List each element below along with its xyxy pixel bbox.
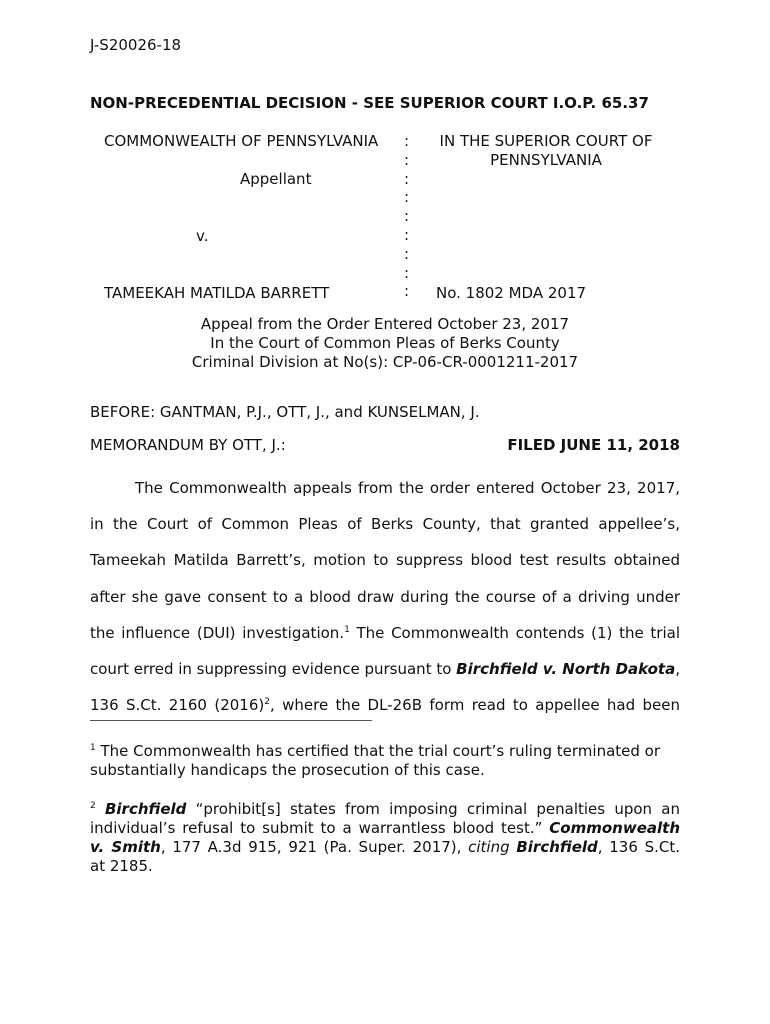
caption-colon: : xyxy=(404,225,410,244)
case-citation: Birchfield v. North Dakota xyxy=(456,660,676,679)
filed-date: FILED JUNE 11, 2018 xyxy=(507,436,680,454)
opinion-body xyxy=(90,470,680,723)
caption-colon: : xyxy=(404,188,410,207)
footnote-line: substantially handicaps the prosecution of this case. xyxy=(90,761,485,779)
footnote-number: 2 xyxy=(90,801,96,811)
caption-court xyxy=(426,132,666,170)
footnote-text: The Commonwealth has certified that the trial court’s ruling terminated or xyxy=(95,742,661,760)
body-line: Tameekah Matilda Barrett’s, motion to suppress blood test results obtained xyxy=(90,551,680,570)
body-text: The Commonwealth contends (1) the trial xyxy=(349,623,680,642)
body-line xyxy=(90,687,680,723)
docket-code: J-S20026-18 xyxy=(90,36,182,54)
body-text: , xyxy=(675,660,680,679)
caption-colon-column xyxy=(404,132,414,301)
footnote-line xyxy=(90,838,680,857)
body-text: court erred in suppressing evidence pursuant to xyxy=(90,660,457,679)
docket-number: No. 1802 MDA 2017 xyxy=(436,284,587,302)
body-line: after she gave consent to a blood draw during the course of a driving under xyxy=(90,587,680,606)
body-text: 136 S.Ct. 2160 (2016) xyxy=(90,696,265,715)
footnote-text: , 136 S.Ct. xyxy=(597,838,680,856)
case-citation: v. Smith xyxy=(90,838,161,856)
caption-colon: : xyxy=(404,263,410,282)
caption-colon: : xyxy=(404,169,410,188)
footnote-line: at 2185. xyxy=(90,857,153,875)
court-name-line1: IN THE SUPERIOR COURT OF xyxy=(439,132,653,150)
footnote-number: 1 xyxy=(90,743,96,753)
caption-colon: : xyxy=(404,207,410,226)
body-line: in the Court of Common Pleas of Berks County, that granted appellee’s, xyxy=(90,515,680,534)
case-citation: Commonwealth xyxy=(549,819,680,837)
caption-role-appellant: Appellant xyxy=(240,170,312,188)
footnote-text: , 177 A.3d 915, 921 (Pa. Super. 2017), xyxy=(160,838,469,856)
appeal-line: Criminal Division at No(s): CP-06-CR-0001211-2017 xyxy=(191,353,579,371)
case-caption xyxy=(90,130,690,310)
caption-party-appellant: COMMONWEALTH OF PENNSYLVANIA xyxy=(104,132,379,150)
case-citation: Birchfield xyxy=(104,800,187,818)
caption-colon: : xyxy=(404,244,410,263)
footnote-text: individual’s refusal to submit to a warrantless blood test.” xyxy=(90,819,550,837)
body-line xyxy=(90,615,680,651)
caption-versus: v. xyxy=(196,227,209,245)
caption-colon: : xyxy=(404,282,410,301)
case-citation: Birchfield xyxy=(516,838,598,856)
footnote-ref[interactable]: 1 xyxy=(344,624,350,635)
footnote-line xyxy=(90,742,680,761)
appeal-line: In the Court of Common Pleas of Berks County xyxy=(210,334,560,352)
footnote-2 xyxy=(90,800,680,876)
body-text: , where the DL-26B form read to appellee had been xyxy=(269,696,681,715)
caption-party-appellee: TAMEEKAH MATILDA BARRETT xyxy=(104,284,330,302)
body-line: The Commonwealth appeals from the order entered October 23, 2017, xyxy=(135,479,680,497)
body-text: the influence (DUI) investigation. xyxy=(90,623,345,642)
caption-colon: : xyxy=(404,132,410,150)
footnote-line xyxy=(90,819,680,838)
footnote-ref[interactable]: 2 xyxy=(264,697,270,708)
footnote-line xyxy=(90,800,680,819)
memorandum-author: MEMORANDUM BY OTT, J.: xyxy=(90,436,286,454)
court-name-line2: PENNSYLVANIA xyxy=(490,151,602,169)
appeal-info xyxy=(90,315,680,372)
panel-before: BEFORE: GANTMAN, P.J., OTT, J., and KUNSELMAN, J. xyxy=(90,403,480,421)
citing-signal: citing xyxy=(468,838,510,856)
footnote-text: “prohibit[s] states from imposing criminal penalties upon an xyxy=(186,800,680,818)
body-line xyxy=(90,651,680,687)
caption-colon: : xyxy=(404,150,410,169)
footnote-divider xyxy=(90,720,372,721)
appeal-line: Appeal from the Order Entered October 23, 2017 xyxy=(200,315,570,333)
footnote-1 xyxy=(90,742,680,780)
non-precedential-heading: NON-PRECEDENTIAL DECISION - SEE SUPERIOR COURT I.O.P. 65.37 xyxy=(90,94,649,112)
